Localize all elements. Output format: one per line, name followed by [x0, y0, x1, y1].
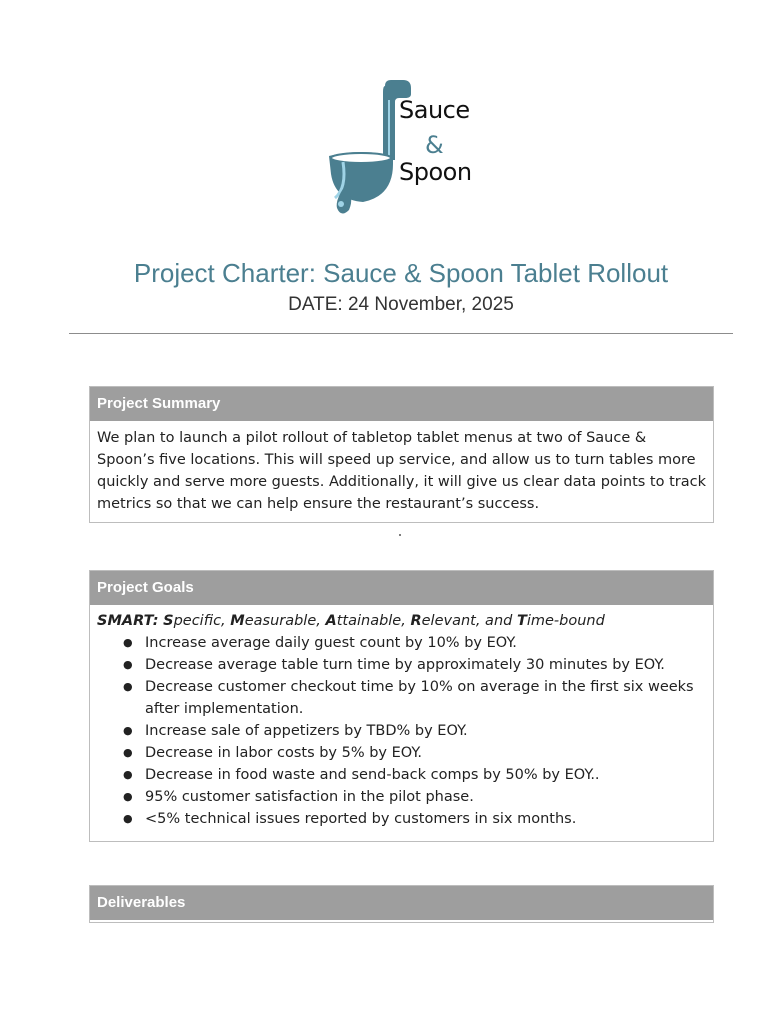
smart-label: SMART: [97, 613, 159, 629]
goal-item: ● <5% technical issues reported by customers in six months. [123, 808, 706, 830]
deliverables-section [89, 885, 714, 923]
section-heading: Project Goals [90, 571, 713, 605]
goal-item: ● Increase sale of appetizers by TBD% by EOY. [123, 720, 706, 742]
goal-item: ● Increase average daily guest count by 10% by EOY. [123, 632, 706, 654]
logo-word-spoon: Spoon [399, 158, 472, 186]
goals-list [97, 632, 706, 830]
stray-dot [399, 534, 401, 536]
project-summary-text: We plan to launch a pilot rollout of tabletop tablet menus at two of Sauce & Spoon’s five locations. This will speed up service, and allow us to turn tables more quickly and serve more guests. Additionally, it will give us clear data points to track metrics so that we can help ensure the restaurant’s success. [97, 430, 706, 512]
smart-letter: T [516, 613, 527, 629]
goal-item: ● Decrease in labor costs by 5% by EOY. [123, 742, 706, 764]
project-goals-body [90, 605, 713, 838]
smart-word: ime-bound [526, 613, 605, 629]
project-summary-section [89, 386, 714, 523]
smart-word: ttainable, [336, 613, 406, 629]
sauce-and-spoon-logo [325, 78, 470, 223]
page-date: DATE: 24 November, 2025 [288, 294, 514, 315]
logo-word-sauce: Sauce [399, 96, 470, 124]
header-divider [69, 333, 733, 334]
smart-definition [97, 610, 706, 632]
section-heading: Project Summary [90, 387, 713, 421]
goal-item: ● Decrease average table turn time by approximately 30 minutes by EOY. [123, 654, 706, 676]
goal-item: ● Decrease customer checkout time by 10% on average in the first six weeks after implementation. [123, 676, 706, 720]
smart-word: easurable, [244, 613, 321, 629]
project-goals-section [89, 570, 714, 842]
section-heading: Deliverables [90, 886, 713, 920]
smart-word: pecific, [173, 613, 226, 629]
smart-letter: M [230, 613, 245, 629]
smart-letter: S [163, 613, 174, 629]
goal-item: ● 95% customer satisfaction in the pilot phase. [123, 786, 706, 808]
goal-item: ● Decrease in food waste and send-back comps by 50% by EOY.. [123, 764, 706, 786]
page-title: Project Charter: Sauce & Spoon Tablet Rollout [133, 258, 669, 288]
smart-letter: A [325, 613, 337, 629]
smart-letter: R [410, 613, 422, 629]
logo-ampersand: & [425, 131, 444, 159]
smart-word: elevant, and [421, 613, 513, 629]
